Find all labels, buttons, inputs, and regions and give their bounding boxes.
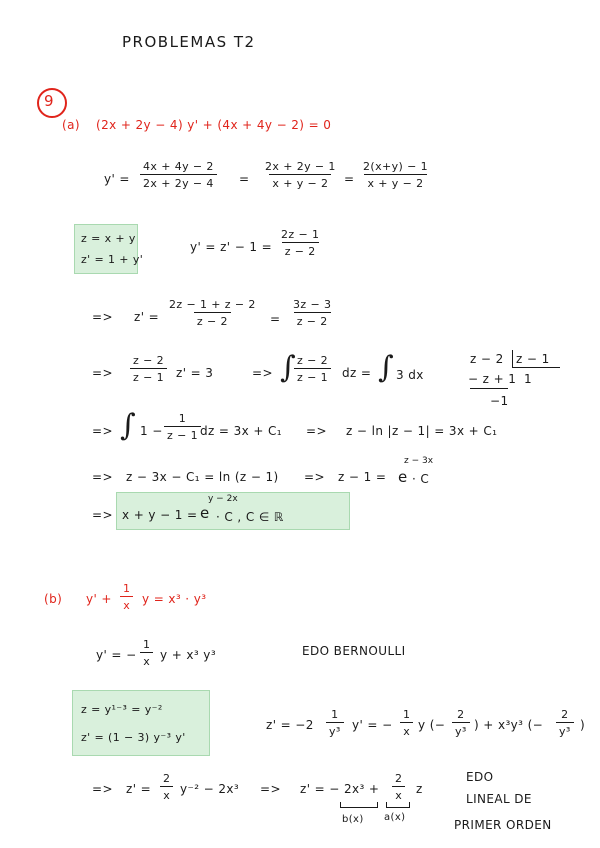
- a-s5-fraction: [164, 412, 201, 442]
- a-s5-arrow: =>: [92, 424, 113, 438]
- b-box-zprime: z' = (1 − 3) y⁻³ y': [81, 731, 186, 744]
- division-dividend: z − 2: [470, 352, 504, 366]
- b-l3-d: ) + x³y³ (−: [474, 718, 544, 732]
- a-s4-int-numerator: z − 2: [297, 354, 328, 367]
- a-s4-denominator: z − 1: [130, 368, 167, 384]
- a-s5-numerator: 1: [178, 412, 187, 425]
- b-l3-fraction-1: [326, 708, 344, 738]
- a-s4-arrow2: =>: [252, 366, 273, 380]
- division-divisor: z − 1: [516, 352, 550, 366]
- a-s3-f2-numerator: 3z − 3: [293, 298, 332, 311]
- b-tag-primer-orden: PRIMER ORDEN: [454, 818, 552, 832]
- problem-number: 9: [44, 92, 54, 110]
- a-s4-dz: dz =: [342, 366, 372, 380]
- a-sub-denominator: z − 2: [282, 242, 319, 258]
- b-l4-denominator: x: [160, 786, 173, 802]
- part-a-equation: (2x + 2y − 4) y' + (4x + 4y − 2) = 0: [96, 118, 332, 132]
- division-result-line: [470, 388, 508, 389]
- a-s3-lhs: z' =: [134, 310, 160, 324]
- b-l3-den4: y³: [556, 722, 574, 738]
- b-l4-c: z' = − 2x³ +: [300, 782, 380, 796]
- a-f1-numerator: 4x + 4y − 2: [143, 160, 214, 173]
- a-s6-e: e: [398, 468, 408, 486]
- a-s3-f1-denominator: z − 2: [194, 312, 231, 328]
- part-a-label: (a): [62, 118, 80, 132]
- brace-a-label: a(x): [384, 812, 406, 823]
- a-s4-arrow: =>: [92, 366, 113, 380]
- b-substitution-box: [72, 690, 210, 756]
- b-l3-b: y' = −: [352, 718, 393, 732]
- a-s5-arrow2: =>: [306, 424, 327, 438]
- a-s6-c: · C: [412, 472, 430, 486]
- a-s4-integral-2: ∫: [378, 350, 394, 385]
- b-l4-d: z: [416, 782, 423, 796]
- a-s4-numerator: z − 2: [133, 354, 164, 367]
- a-eq-2: =: [344, 172, 355, 186]
- b-l4-b: y⁻² − 2x³: [180, 782, 240, 796]
- a-s3-fraction-2: [290, 298, 334, 328]
- a-s3-eq: =: [270, 312, 281, 326]
- brace-a: [386, 802, 410, 808]
- a-s6-a: z − 3x − C₁ = ln (z − 1): [126, 470, 279, 484]
- a-yprime: y' =: [104, 172, 130, 186]
- a-fraction-3: [360, 160, 431, 190]
- b-l3-num3: 2: [457, 708, 465, 721]
- a-s6-b: z − 1 =: [338, 470, 387, 484]
- b-tag-edo: EDO: [466, 770, 494, 784]
- a-s3-fraction-1: [166, 298, 259, 328]
- b-l2-b: y + x³ y³: [160, 648, 217, 662]
- b-l3-num1: 1: [331, 708, 339, 721]
- b-l4-a: z' =: [126, 782, 152, 796]
- b-eq-denominator: x: [120, 596, 133, 612]
- a-s4-int-fraction: [294, 354, 331, 384]
- division-vertical-line: [512, 350, 513, 368]
- a-fraction-2: [262, 160, 339, 190]
- a-box-z: z = x + y: [81, 232, 136, 245]
- a-f1-denominator: 2x + 2y − 4: [140, 174, 217, 190]
- b-l3-den1: y³: [326, 722, 344, 738]
- b-l4-numerator-2: 2: [395, 772, 403, 785]
- part-b-label: (b): [44, 592, 63, 606]
- a-s6-exponent: z − 3x: [404, 456, 434, 466]
- a-s3-f1-numerator: 2z − 1 + z − 2: [169, 298, 256, 311]
- a-box-zprime: z' = 1 + y': [81, 253, 144, 266]
- a-s7-exponent: y − 2x: [208, 494, 238, 504]
- division-quotient: 1: [524, 372, 533, 386]
- a-s7-b: · C , C ∈ ℝ: [216, 510, 284, 524]
- b-l3-c: y (−: [418, 718, 446, 732]
- b-l4-arrow2: =>: [260, 782, 281, 796]
- a-f3-numerator: 2(x+y) − 1: [363, 160, 429, 173]
- b-l3-num2: 1: [403, 708, 411, 721]
- a-s5-b: dz = 3x + C₁: [200, 424, 283, 438]
- a-s7-e: e: [200, 504, 210, 522]
- a-s5-a: 1 −: [140, 424, 163, 438]
- b-l3-den3: y³: [452, 722, 470, 738]
- a-s4-rhs2: 3 dx: [396, 368, 424, 382]
- b-l3-den2: x: [400, 722, 413, 738]
- a-s5-c: z − ln |z − 1| = 3x + C₁: [346, 424, 498, 438]
- b-box-z: z = y¹⁻³ = y⁻²: [81, 703, 163, 716]
- b-l4-denominator-2: x: [392, 786, 405, 802]
- a-s5-denominator: z − 1: [164, 426, 201, 442]
- division-remainder: −1: [490, 394, 509, 408]
- division-subtraction: − z + 1: [468, 372, 517, 386]
- b-l3-num4: 2: [561, 708, 569, 721]
- a-s6-arrow: =>: [92, 470, 113, 484]
- b-l2-numerator: 1: [143, 638, 151, 651]
- b-tag-lineal: LINEAL DE: [466, 792, 532, 806]
- b-l3-e: ): [580, 718, 586, 732]
- page-title: PROBLEMAS T2: [122, 33, 256, 51]
- b-l3-fraction-3: [452, 708, 470, 738]
- a-s3-f2-denominator: z − 2: [294, 312, 331, 328]
- brace-b-label: b(x): [342, 814, 364, 825]
- b-l3-a: z' = −2: [266, 718, 314, 732]
- brace-b: [340, 802, 378, 808]
- a-sub-fraction: [278, 228, 322, 258]
- b-l2-fraction: [140, 638, 153, 668]
- a-s4-rhs: z' = 3: [176, 366, 214, 380]
- division-horizontal-line: [512, 367, 560, 368]
- a-s4-integral-1: ∫: [280, 350, 296, 385]
- a-sub-numerator: 2z − 1: [281, 228, 320, 241]
- a-s3-arrow: =>: [92, 310, 113, 324]
- b-l4-numerator: 2: [163, 772, 171, 785]
- a-sub-lhs: y' = z' − 1 =: [190, 240, 273, 254]
- a-s4-int-denominator: z − 1: [294, 368, 331, 384]
- b-eq-a: y' +: [86, 592, 112, 606]
- a-substitution-box: [74, 224, 144, 274]
- a-f3-denominator: x + y − 2: [364, 174, 426, 190]
- a-s5-integral: ∫: [120, 408, 136, 443]
- b-eq-numerator: 1: [123, 582, 131, 595]
- b-edo-bernoulli-tag: EDO BERNOULLI: [302, 644, 406, 658]
- b-l3-fraction-2: [400, 708, 413, 738]
- b-l4-arrow: =>: [92, 782, 113, 796]
- b-l3-fraction-4: [556, 708, 574, 738]
- b-l2-denominator: x: [140, 652, 153, 668]
- a-s7-arrow: =>: [92, 508, 113, 522]
- b-l4-fraction-2: [392, 772, 405, 802]
- a-fraction-1: [140, 160, 217, 190]
- a-f2-denominator: x + y − 2: [269, 174, 331, 190]
- a-s7-a: x + y − 1 =: [122, 508, 198, 522]
- b-eq-b: y = x³ · y³: [142, 592, 207, 606]
- a-f2-numerator: 2x + 2y − 1: [265, 160, 336, 173]
- b-l2-a: y' = −: [96, 648, 137, 662]
- b-eq-fraction: [120, 582, 133, 612]
- a-eq-1: =: [239, 172, 250, 186]
- b-l4-fraction: [160, 772, 173, 802]
- a-s4-fraction: [130, 354, 167, 384]
- a-s6-arrow2: =>: [304, 470, 325, 484]
